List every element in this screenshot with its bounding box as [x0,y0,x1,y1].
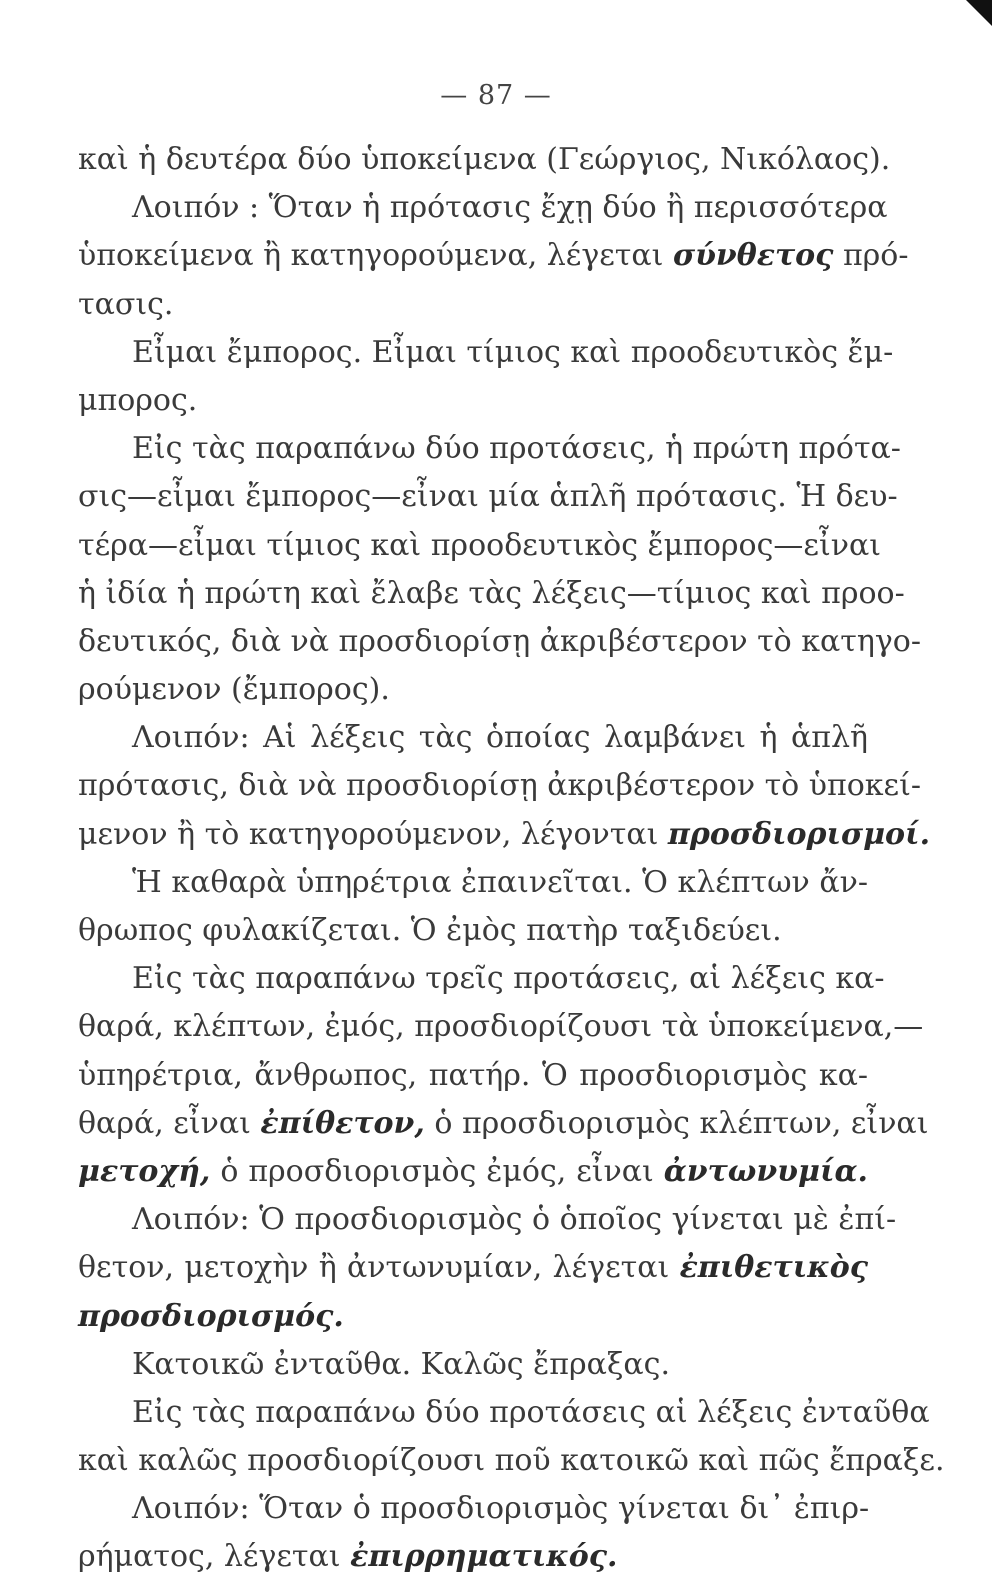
text-line: τέρα—εἶμαι τίμιος καὶ προοδευτικὸς ἔμπορος—εἶναι [78,527,881,563]
emphasized-term: ἐπίθετον, [260,1105,425,1141]
page-number: — 87 — [440,80,552,111]
text-line: Κατοικῶ ἐνταῦθα. Καλῶς ἔπραξας. [132,1346,670,1382]
text-line: Εἰς τὰς παραπάνω δύο προτάσεις αἱ λέξεις ἐνταῦθα [132,1394,930,1430]
text-line: Ἡ καθαρὰ ὑπηρέτρια ἐπαινεῖται. Ὁ κλέπτων ἄν- [132,864,868,900]
text-line: ρήματος, λέγεται ἐπιρρηματικός. [78,1539,618,1575]
emphasized-term: σύνθετος [672,238,834,274]
text-line: Εἶμαι ἔμπορος. Εἶμαι τίμιος καὶ προοδευτικὸς ἔμ- [132,334,894,370]
text-line: θαρά, εἶναι ἐπίθετον, ὁ προσδιορισμὸς κλέπτων, εἶναι [78,1105,929,1141]
text-line: μπορος. [78,382,198,418]
text-line: Λοιπόν : Ὅταν ἡ πρότασις ἔχῃ δύο ἢ περισσότερα [132,190,888,226]
text-line: καὶ καλῶς προσδιορίζουσι ποῦ κατοικῶ καὶ πῶς ἔπραξε. [78,1443,945,1479]
text-line: θετον, μετοχὴν ἢ ἀντωνυμίαν, λέγεται ἐπιθετικὸς [78,1250,868,1286]
text-line [78,1293,868,1341]
text-line: Λοιπόν: Αἱ λέξεις τὰς ὁποίας λαμβάνει ἡ ἁπλῆ [132,720,868,756]
text-line: σις—εἶμαι ἔμπορος—εἶναι μία ἁπλῆ πρότασις. Ἡ δευ- [78,479,898,515]
text-line: Εἰς τὰς παραπάνω δύο προτάσεις, ἡ πρώτη πρότα- [132,431,901,467]
page-corner-mark [966,0,992,26]
text-line: δευτικός, διὰ νὰ προσδιορίσῃ ἀκριβέστερον τὸ κατηγο- [78,623,921,659]
emphasized-term: προσδιορισμοί. [667,816,931,852]
text-line: καὶ ἡ δευτέρα δύο ὑποκείμενα (Γεώργιος, Νικόλαος). [78,142,891,177]
text-line: ἡ ἰδία ἡ πρώτη καὶ ἔλαβε τὰς λέξεις—τίμιος καὶ προο- [78,575,905,611]
text-line: πρότασις, διὰ νὰ προσδιορίσῃ ἀκριβέστερον τὸ ὑποκεί- [78,768,921,804]
emphasized-term: μετοχή, [78,1153,211,1189]
text-line: Λοιπόν: Ὅταν ὁ προσδιορισμὸς γίνεται δι᾽ ἐπιρ- [132,1491,870,1527]
text-line: ρούμενον (ἔμπορος). [78,672,390,708]
emphasized-term: προσδιορισμός. [78,1298,344,1334]
emphasized-term: ἐπιρρηματικός. [350,1539,618,1575]
text-line: μενον ἢ τὸ κατηγορούμενον, λέγονται προσδιορισμοί. [78,816,931,852]
emphasized-term: ἀντωνυμία. [663,1153,868,1189]
text-line: τασις. [78,286,174,322]
text-line: θρωπος φυλακίζεται. Ὁ ἐμὸς πατὴρ ταξιδεύει. [78,913,782,948]
text-line: θαρά, κλέπτων, ἐμός, προσδιορίζουσι τὰ ὑποκείμενα,— [78,1009,924,1045]
text-line: Εἰς τὰς παραπάνω τρεῖς προτάσεις, αἱ λέξεις κα- [132,961,885,997]
emphasized-term: ἐπιθετικὸς [679,1250,868,1286]
text-line: Λοιπόν: Ὁ προσδιορισμὸς ὁ ὁποῖος γίνεται μὲ ἐπί- [132,1202,897,1238]
body-text [78,136,945,1582]
text-line: ὑποκείμενα ἢ κατηγορούμενα, λέγεται σύνθετος πρό- [78,238,909,274]
text-line: μετοχή, ὁ προσδιορισμὸς ἐμός, εἶναι ἀντωνυμία. [78,1153,868,1189]
text-line: ὑπηρέτρια, ἄνθρωπος, πατήρ. Ὁ προσδιορισμὸς κα- [78,1057,868,1093]
